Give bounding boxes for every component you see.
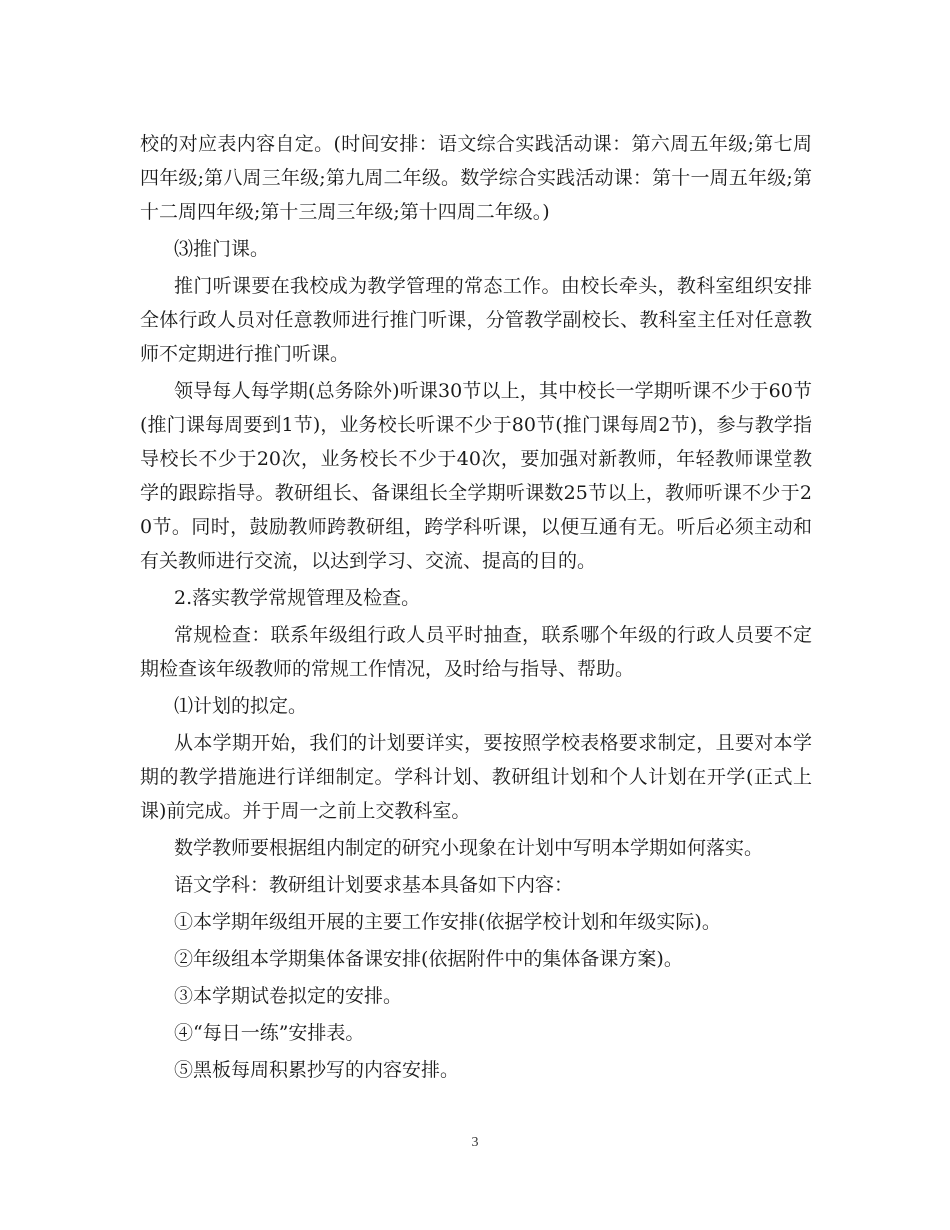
paragraph-push-door-listening: 推门听课要在我校成为教学管理的常态工作。由校长牵头，教科室组织安排全体行政人员对任意教师进行推门听课，分管教学副校长、教科室主任对任意教师不定期进行推门听课。 (140, 275, 812, 365)
paragraph-routine-check: 常规检查：联系年级组行政人员平时抽查，联系哪个年级的行政人员要不定期检查该年级教师的常规工作情况，及时给与指导、帮助。 (140, 624, 812, 680)
list-item-2: ②年级组本学期集体备课安排(依据附件中的集体备课方案)。 (174, 948, 683, 970)
paragraph-plan-details: 从本学期开始，我们的计划要详实，要按照学校表格要求制定，且要对本学期的教学措施进行详细制定。学科计划、教研组计划和个人计划在开学(正式上课)前完成。并于周一之前上交教科室。 (140, 732, 812, 822)
paragraph-math-teachers: 数学教师要根据组内制定的研究小现象在计划中写明本学期如何落实。 (174, 837, 764, 859)
list-item-5: ⑤黑板每周积累抄写的内容安排。 (174, 1059, 460, 1081)
heading-plan-drafting: ⑴计划的拟定。 (174, 695, 308, 717)
list-item-3: ③本学期试卷拟定的安排。 (174, 985, 403, 1007)
heading-push-door-lesson: ⑶推门课。 (174, 238, 270, 260)
page-number: 3 (471, 1135, 479, 1150)
list-item-4: ④“每日一练”安排表。 (174, 1022, 365, 1044)
paragraph-chinese-subject: 语文学科：教研组计划要求基本具备如下内容： (174, 874, 574, 896)
document-body (140, 127, 812, 1090)
paragraph-leader-lesson-requirements: 领导每人每学期(总务除外)听课30节以上，其中校长一学期听课不少于60节(推门课每周要到1节)，业务校长听课不少于80节(推门课每周2节)，参与教学指导校长不少于20次，业务校长不少于40次，要加强对新教师，年轻教师课堂教学的跟踪指导。教研组长、备课组长全学期听课数25节以上，教师听课不少于20节。同时，鼓励教师跨教研组，跨学科听课，以便互通有无。听后必须主动和有关教师进行交流，以达到学习、交流、提高的目的。 (140, 380, 812, 572)
heading-routine-management: 2.落实教学常规管理及检查。 (174, 587, 421, 609)
paragraph-schedule-continuation: 校的对应表内容自定。(时间安排：语文综合实践活动课：第六周五年级;第七周四年级;第八周三年级;第九周二年级。数学综合实践活动课：第十一周五年级;第十二周四年级;第十三周三年级;第十四周二年级。) (140, 133, 812, 223)
list-item-1: ①本学期年级组开展的主要工作安排(依据学校计划和年级实际)。 (174, 911, 721, 933)
